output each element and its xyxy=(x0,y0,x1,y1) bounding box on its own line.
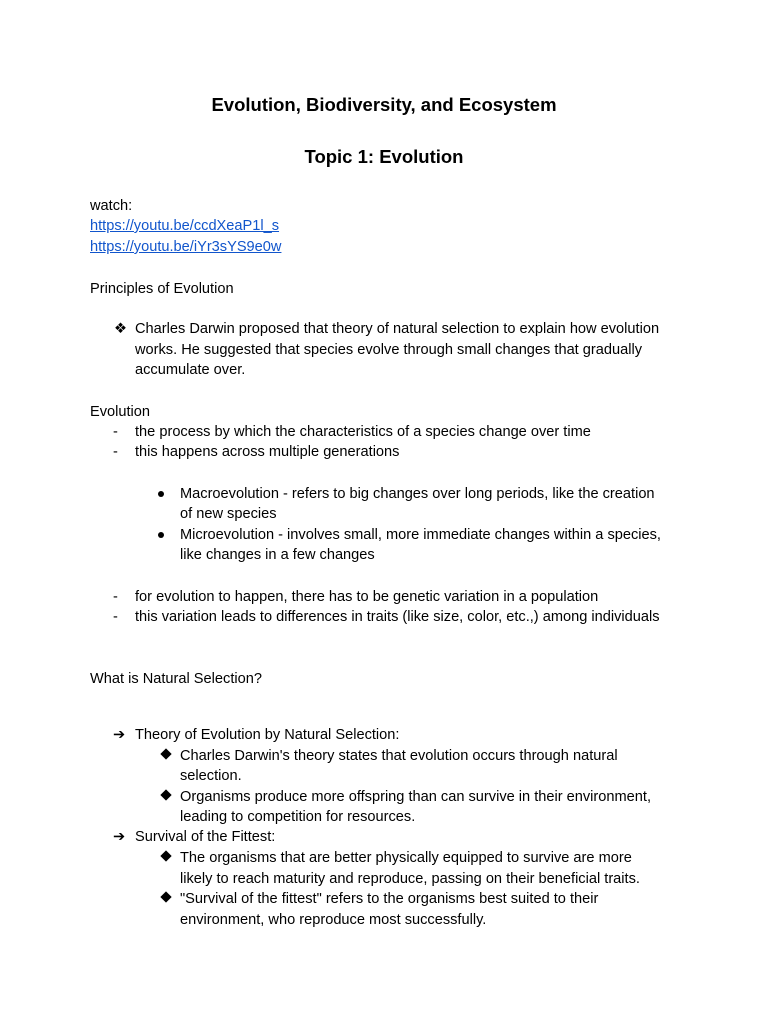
diamond-bullet-icon xyxy=(160,891,171,902)
principle-line: works. He suggested that species evolve through small changes that gradually xyxy=(135,342,643,358)
list-item: the process by which the characteristics of a species change over time xyxy=(135,424,591,440)
list-item: Organisms produce more offspring than can survive in their environment, xyxy=(180,789,652,805)
document-title: Evolution, Biodiversity, and Ecosystem xyxy=(211,94,557,115)
list-item: Survival of the Fittest: xyxy=(135,829,276,845)
list-item: Macroevolution - refers to big changes over long periods, like the creation xyxy=(180,486,655,502)
dash-bullet-icon: - xyxy=(113,609,118,625)
diamond-bullet-icon xyxy=(160,850,171,861)
topic-heading: Topic 1: Evolution xyxy=(304,146,464,167)
list-item: Theory of Evolution by Natural Selection: xyxy=(135,727,400,743)
watch-label: watch: xyxy=(90,198,133,214)
list-item: Charles Darwin's theory states that evolution occurs through natural xyxy=(180,748,618,764)
principle-line: accumulate over. xyxy=(135,362,246,378)
diamond-bullet-icon xyxy=(160,748,171,759)
list-item: of new species xyxy=(180,506,277,522)
dash-bullet-icon: - xyxy=(113,424,118,440)
list-item: selection. xyxy=(180,768,242,784)
arrow-bullet-icon: ➔ xyxy=(113,727,126,743)
list-item: this variation leads to differences in traits (like size, color, etc.,) among individuals xyxy=(135,609,660,625)
dash-bullet-icon: - xyxy=(113,589,118,605)
list-item: environment, who reproduce most successfully. xyxy=(180,912,487,928)
dash-bullet-icon: - xyxy=(113,444,118,460)
list-item: for evolution to happen, there has to be genetic variation in a population xyxy=(135,589,599,605)
list-item: Microevolution - involves small, more immediate changes within a species, xyxy=(180,527,661,543)
list-item: likely to reach maturity and reproduce, passing on their beneficial traits. xyxy=(180,871,640,887)
list-item: like changes in a few changes xyxy=(180,547,375,563)
principle-line: Charles Darwin proposed that theory of natural selection to explain how evolution xyxy=(135,321,660,337)
principles-heading: Principles of Evolution xyxy=(90,281,234,297)
natural-selection-heading: What is Natural Selection? xyxy=(90,671,262,687)
arrow-bullet-icon: ➔ xyxy=(113,829,126,845)
list-item: The organisms that are better physically equipped to survive are more xyxy=(180,850,632,866)
list-item: this happens across multiple generations xyxy=(135,444,400,460)
list-item: leading to competition for resources. xyxy=(180,809,416,825)
fancy-diamond-bullet-icon: ❖ xyxy=(114,321,128,337)
video-link-1[interactable]: https://youtu.be/ccdXeaP1l_s xyxy=(90,218,280,234)
evolution-heading: Evolution xyxy=(90,404,151,420)
bullet-dot-icon xyxy=(158,491,164,497)
video-link-2[interactable]: https://youtu.be/iYr3sYS9e0w xyxy=(90,239,282,255)
diamond-bullet-icon xyxy=(160,789,171,800)
list-item: "Survival of the fittest" refers to the organisms best suited to their xyxy=(180,891,599,907)
bullet-dot-icon xyxy=(158,532,164,538)
